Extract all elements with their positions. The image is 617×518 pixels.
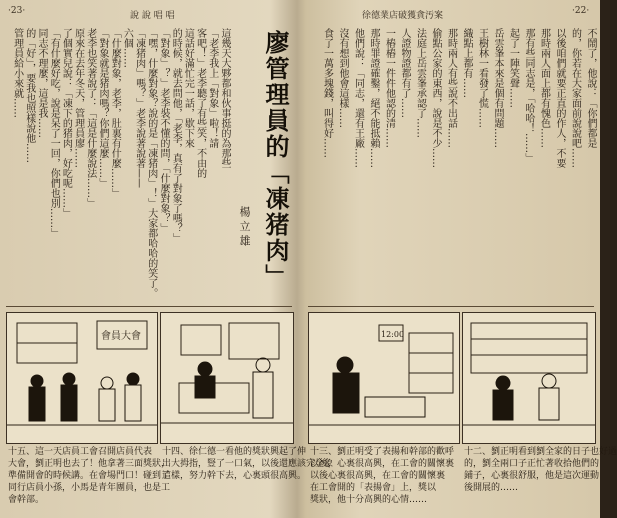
divider: [308, 306, 594, 307]
body-column: 老李也笑著說了：「這是什麼說法……」: [84, 28, 96, 208]
body-column: 那時兩人面上都有愧色……: [538, 28, 550, 148]
body-column: 這話好滿忙完一話，歇下來: [182, 28, 194, 148]
divider: [6, 306, 292, 307]
caption-15: 十五、這一天店員工會召開店員代表 大會，劉正明也去了！他拿著三面獎狀， 準備開會的時候講。在會場門口！碰到了 同行店員小孫，小馬是青年團員，也是工 會幹部。: [8, 447, 171, 505]
body-column: 「嘿，什麼對象？說的是「凍猪肉」！」大家都哈哈的笑了。: [145, 28, 157, 298]
body-column: 偷點公家的東西，說是不少……: [430, 28, 441, 168]
article-title: 廖管理員的「凍猪肉」: [261, 30, 290, 290]
right-page: [302, 0, 617, 518]
body-column: 原來在去年冬天，管理員廖……: [72, 28, 84, 168]
body-column: 的「好」，要我也照樣說他……: [23, 28, 35, 163]
body-column: 「對象」？」老李裝不懂的問，「什麼對象？」: [158, 28, 169, 233]
body-column: 那有些同志是，「哈哈！……」: [523, 28, 534, 163]
body-column: 「對象就是猪肉嗎？你們這麼……」: [97, 28, 108, 188]
body-column: 「什麼對象，老李，肚裏有什麼……」: [109, 28, 121, 198]
body-column: 同志不理麼，這是我……: [36, 28, 47, 138]
left-page-number: ·23·: [8, 6, 26, 16]
body-column: 的時候，就去問他，「老李，真有了對象了嗎？」: [170, 28, 182, 243]
illustration-13: [308, 312, 460, 444]
wall-clock-text: 12:00: [381, 330, 405, 339]
illustration-12: [462, 312, 596, 444]
right-page-number: ·22·: [572, 6, 590, 16]
body-column: 以後咱們就要正直的作人，不要: [554, 28, 565, 168]
article-author: 楊 立 雄: [238, 206, 251, 246]
body-column: 客吧！」老李聽了有些笑，不由的: [194, 28, 206, 178]
body-column: 那時兩人有些說不出話……: [445, 28, 457, 148]
caption-13: 十三、劉正明受了表揚和幹部的歡呼 以後，心裏很高興，在工會的關懷裏 以後心裏很高興，在工會的關懷裏 在工會開的「表揚會」上，獎以 獎狀，他十分高興的心情……: [310, 447, 455, 505]
body-column: 不鬧了，他說：「你們都是: [585, 28, 596, 148]
illustration-14: [160, 312, 294, 444]
body-column: 的，你若在大家面前說說吧……: [569, 28, 581, 168]
body-column: 岳雲峯本來是個有問題……: [492, 28, 503, 148]
body-column: 食了一萬多塊錢，叫得好……: [321, 28, 333, 158]
body-column: 「凍猪肉」嗎？」老李說著說著——: [133, 28, 145, 188]
body-column: 了個實兒說：「凍下的猪肉，好吃呢……」: [60, 28, 72, 218]
body-column: 織點上都有……: [461, 28, 472, 98]
caption-12: 十二、劉正明看到劉全家的日子也好過 的，劉全兩口子正忙著收拾他們的 鋪子，心裏很舒服，他是這次運動 後開展的……: [464, 447, 617, 493]
body-column: 起了一陣笑聲……: [507, 28, 519, 108]
illustration-15: [6, 312, 158, 444]
body-column: 管理員給小來就……: [11, 28, 23, 118]
body-column: 「有什麼好吃，說是呆了一回，你們也別……」: [48, 28, 60, 238]
svg-text:會員大會: 會員大會: [101, 331, 141, 342]
body-column: 這幾天大夥都和伙事挺的為那些: [219, 28, 230, 168]
body-column: 沒有想到他會這樣……: [337, 28, 348, 128]
right-running-header: 徐德業店破獲貪汚案: [362, 11, 444, 21]
body-column: 他們說：「同志，還有王廠……: [352, 28, 364, 168]
body-column: 「老李我上「對象」啦！請: [206, 28, 218, 148]
body-column: 六個……: [121, 28, 133, 68]
body-column: 那時罪證確鑿，絕不能抵賴……: [368, 28, 379, 168]
caption-14: 十四、徐仁德一看他的獎狀興起了伸 出大拇指，豎了一口氣，以後還應該完全象 這樣，努力幹下去，心裏頭很高興。: [162, 447, 334, 481]
body-column: 人證物證都有了……: [399, 28, 410, 118]
body-column: 一樁樁一件件他認的清……: [383, 28, 395, 148]
left-running-header: 說 說 唱 唱: [130, 11, 175, 21]
body-column: 王樹林一看發了慌……: [476, 28, 488, 128]
body-column: 法庭上岳雲峯承認了……: [414, 28, 426, 138]
